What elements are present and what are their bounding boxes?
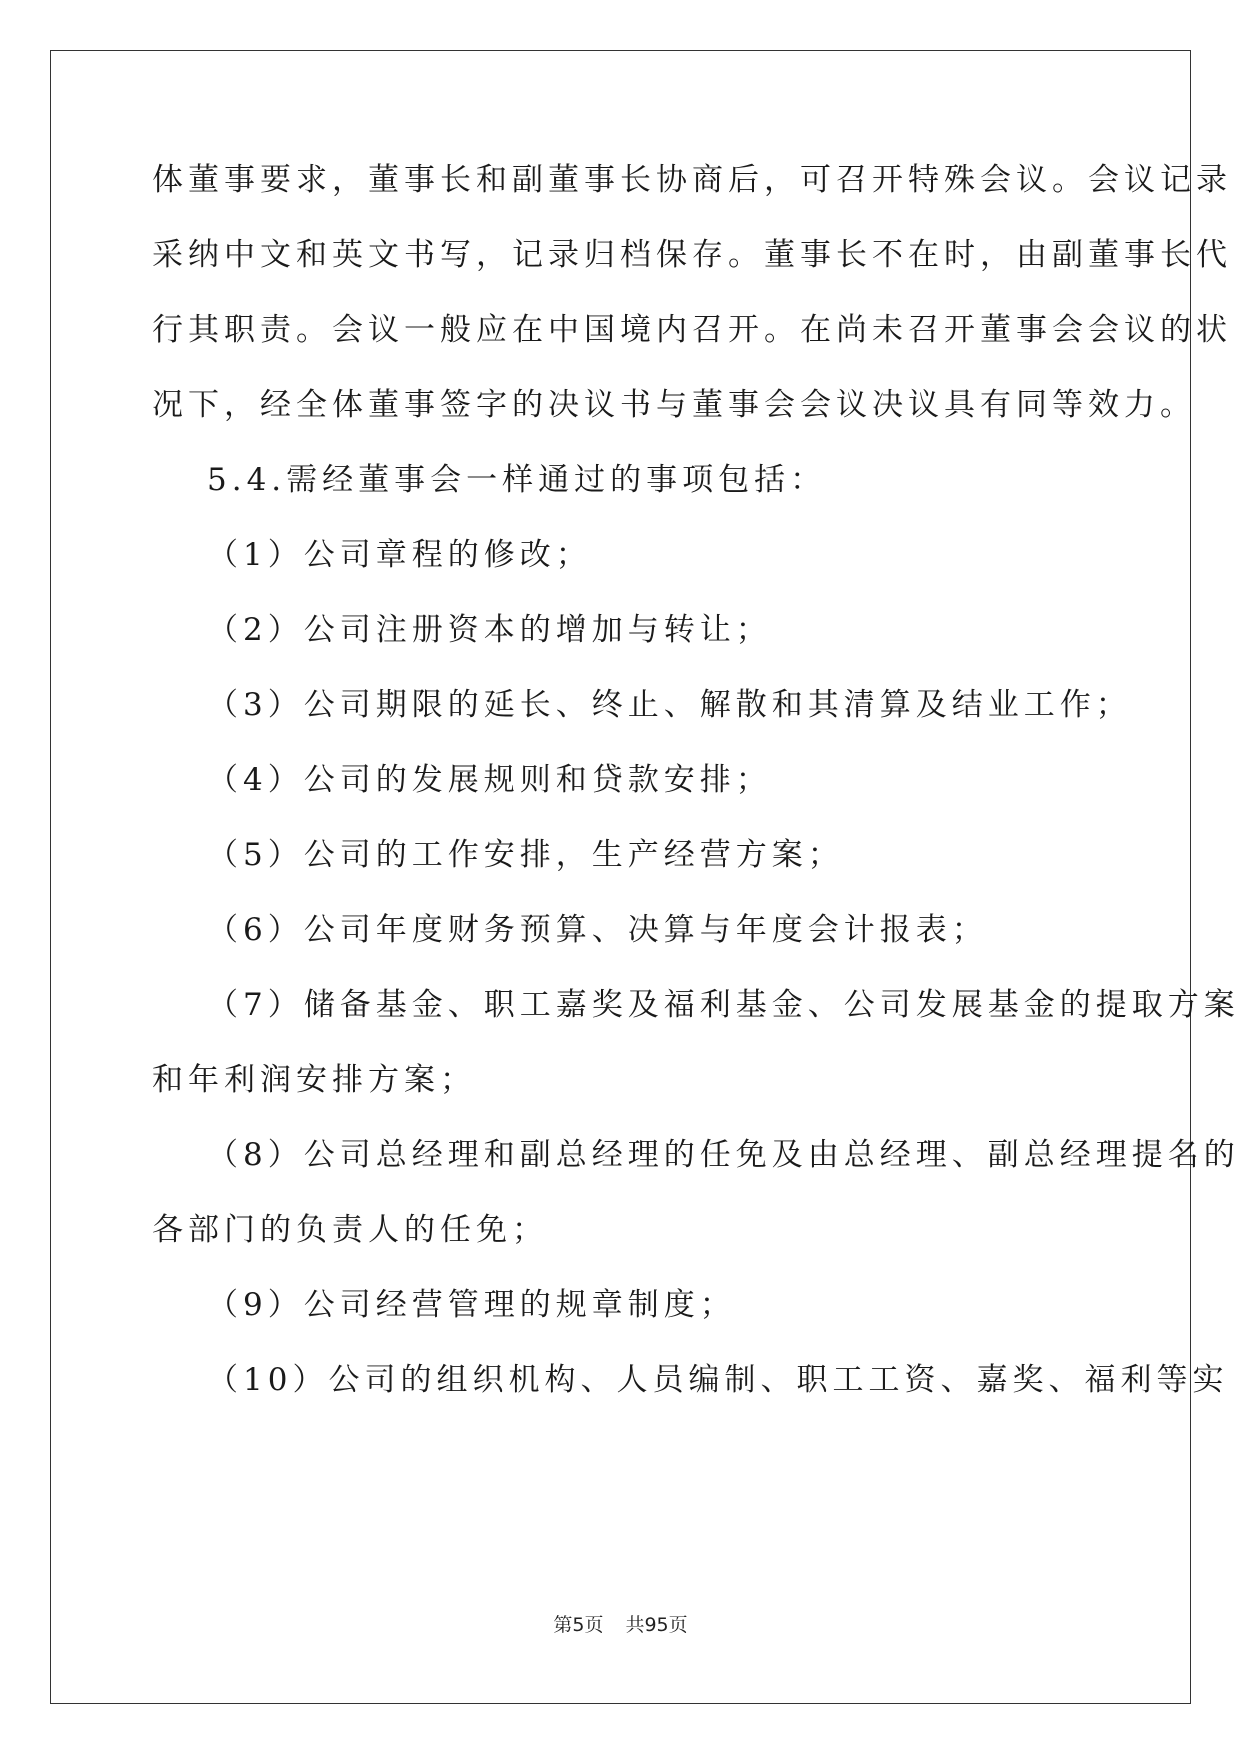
list-item: （6）公司年度财务预算、决算与年度会计报表； [207,912,988,948]
list-item: （4）公司的发展规则和贷款安排； [207,762,772,798]
list-item: （5）公司的工作安排，生产经营方案； [207,837,844,873]
total-pages: 共95页 [625,1614,688,1636]
text-line: 况下，经全体董事签字的决议书与董事会会议决议具有同等效力。 [152,387,1196,423]
text-line: 采纳中文和英文书写，记录归档保存。董事长不在时，由副董事长代 [152,237,1232,273]
page-number: 第5页 [553,1614,604,1636]
list-item: （1）公司章程的修改； [207,537,592,573]
list-item-continuation: 和年利润安排方案； [152,1062,476,1098]
list-item: （8）公司总经理和副总经理的任免及由总经理、副总经理提名的 [207,1137,1240,1173]
page-footer [0,1610,1241,1637]
text-line: 体董事要求，董事长和副董事长协商后，可召开特殊会议。会议记录 [152,162,1232,198]
list-item: （7）储备基金、职工嘉奖及福利基金、公司发展基金的提取方案 [207,987,1240,1023]
text-line: 行其职责。会议一般应在中国境内召开。在尚未召开董事会会议的状 [152,312,1232,348]
list-item-continuation: 各部门的负责人的任免； [152,1212,548,1248]
list-item: （2）公司注册资本的增加与转让； [207,612,772,648]
list-item: （10）公司的组织机构、人员编制、职工工资、嘉奖、福利等实 [207,1362,1229,1398]
list-item: （9）公司经营管理的规章制度； [207,1287,736,1323]
section-heading: 5.4.需经董事会一样通过的事项包括： [207,462,827,498]
list-item: （3）公司期限的延长、终止、解散和其清算及结业工作； [207,687,1132,723]
page-border [50,50,1191,1704]
